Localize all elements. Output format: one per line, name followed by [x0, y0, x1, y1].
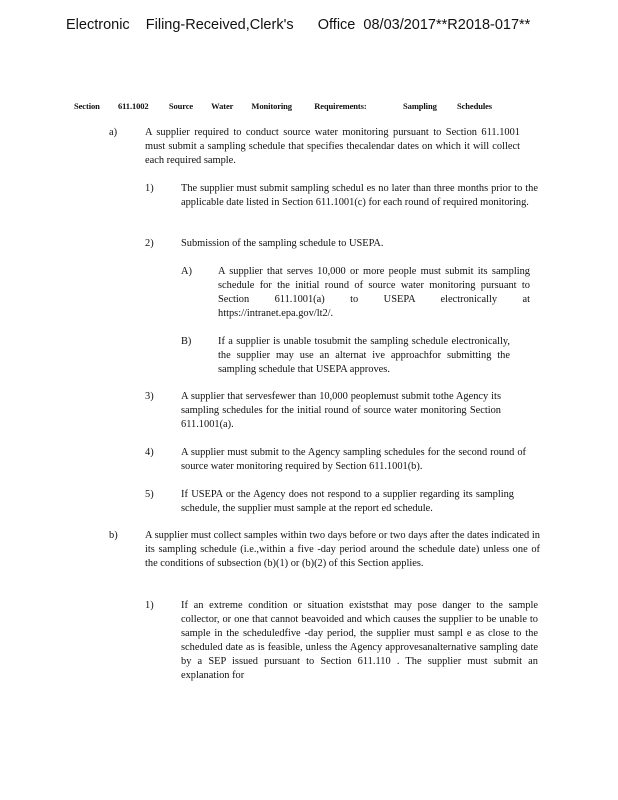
subsection-b-label: b) — [109, 530, 118, 541]
subparagraph-a2A-label: A) — [181, 266, 192, 277]
subsection-a-text: A supplier required to conduct source water monitoring pursuant to Section 611.1001 must submit a sampling schedule that specifies thecalendar dates on which it will collect each required sample. — [145, 127, 520, 166]
paragraph-b1-label: 1) — [145, 600, 154, 611]
subsection-b-text: A supplier must collect samples within two days before or two days after the dates indicated in its sampling schedule (i.e.,within a five -day period around the schedule date) unless one of the conditions of subsection (b)(1) or (b)(2) of this Section applies. — [145, 530, 540, 569]
subsection-a-label: a) — [109, 127, 118, 138]
paragraph-b1-text: If an extreme condition or situation existsthat may pose danger to the sample collector, or one that cannot beavoided and which causes the supplier to be unable to sample in the scheduledfive -day period, the supplier must sampl e as close to the scheduled date as is feasible, unless the Agency approvesanalternative sampling date by a SEP issued pursuant to Section 611.110 . The supplier must submit an explanation for — [181, 600, 538, 681]
section-title: Section 611.1002 Source Water Monitoring Requirements: Sampling Schedules — [74, 101, 492, 111]
filing-header: Electronic Filing-Received,Clerk's Office 08/03/2017**R2018-017** — [66, 17, 531, 33]
paragraph-a4-label: 4) — [145, 447, 154, 458]
paragraph-a3-text: A supplier that servesfewer than 10,000 peoplemust submit tothe Agency its sampling schedules for the initial round of source water monitoring Section 611.1001(a). — [181, 391, 501, 430]
paragraph-a3-label: 3) — [145, 391, 154, 402]
paragraph-a4-text: A supplier must submit to the Agency sampling schedules for the second round of source water monitoring required by Section 611.1001(b). — [181, 447, 526, 472]
subparagraph-a2A-text: A supplier that serves 10,000 or more people must submit its sampling schedule for the initial round of source water monitoring pursuant to Section 611.1001(a) to USEPA electronically at https://intranet.epa.gov/lt2/. — [218, 266, 530, 319]
paragraph-a1-label: 1) — [145, 183, 154, 194]
paragraph-a5-text: If USEPA or the Agency does not respond to a supplier regarding its sampling schedule, the supplier must sample at the report ed schedule. — [181, 489, 514, 514]
subparagraph-a2B-text: If a supplier is unable tosubmit the sampling schedule electronically, the supplier may use an alternat ive approachfor submitting the sampling schedule that USEPA approves. — [218, 336, 510, 375]
paragraph-a5-label: 5) — [145, 489, 154, 500]
paragraph-a2-text: Submission of the sampling schedule to USEPA. — [181, 238, 384, 249]
paragraph-a1-text: The supplier must submit sampling schedul es no later than three months prior to the applicable date listed in Section 611.1001(c) for each round of required monitoring. — [181, 183, 538, 208]
subparagraph-a2B-label: B) — [181, 336, 192, 347]
paragraph-a2-label: 2) — [145, 238, 154, 249]
